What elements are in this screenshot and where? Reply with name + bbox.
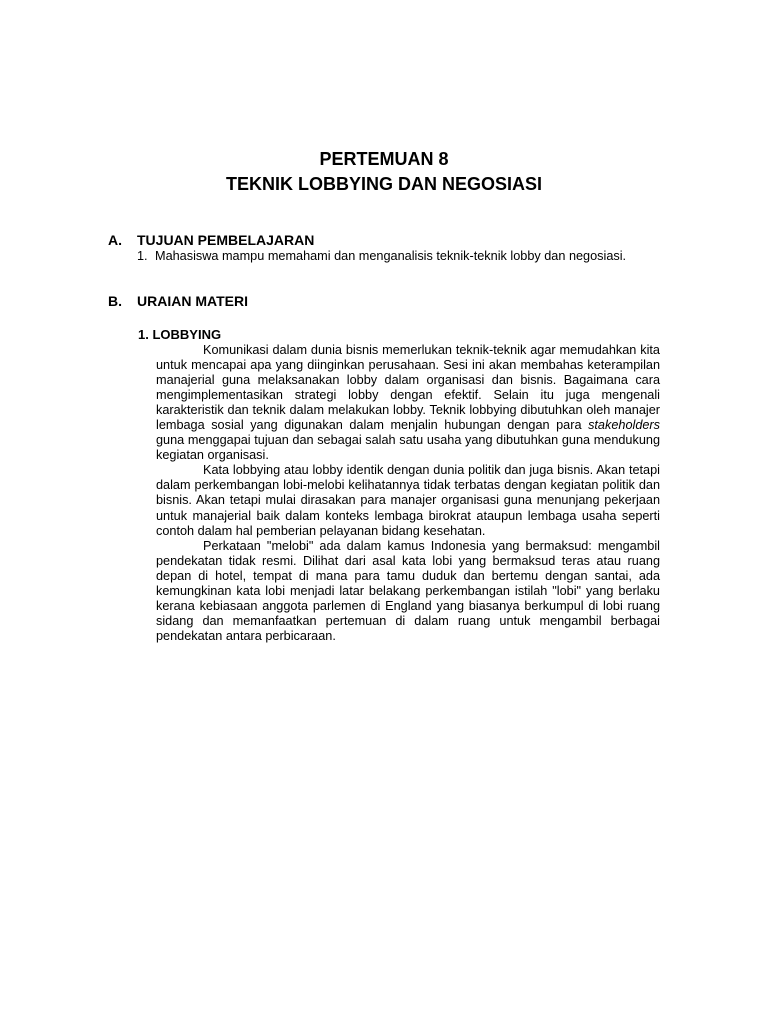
paragraph-1-part2: guna menggapai tujuan dan sebagai salah satu usaha yang dibutuhkan guna mendukung kegiatan organisasi. [156, 433, 660, 463]
paragraph-3: Perkataan "melobi" ada dalam kamus Indonesia yang bermaksud: mengambil pendekatan tidak resmi. Dilihat dari asal kata lobi yang bermaksud teras atau ruang depan di hotel, tempat di mana para tamu duduk dan bertemu dengan santai, ada kemungkinan kata lobi menjadi latar belakang perkembangan istilah "lobi" yang berlaku kerana kebiasaan anggota parlemen di England yang biasanya berkumpul di lobi ruang sidang dan memanfaatkan pertemuan di dalam ruang untuk mengambil berbagai pendekatan antara perbicaraan. [156, 538, 660, 643]
section-a-heading [108, 232, 314, 249]
section-a-title: TUJUAN PEMBELAJARAN [137, 232, 315, 248]
objective-list-item [137, 249, 660, 264]
section-a-letter: A. [108, 232, 122, 248]
page-title-line1: PERTEMUAN 8 [319, 149, 449, 169]
section-b-title: URAIAN MATERI [137, 293, 248, 309]
paragraph-2: Kata lobbying atau lobby identik dengan dunia politik dan juga bisnis. Akan tetapi dalam perkembangan lobi-melobi kelihatannya tidak terbatas dengan kegiatan politik dan bisnis. Akan tetapi mulai dirasakan para manajer organisasi guna menunjang pekerjaan untuk manajerial baik dalam konteks lembaga birokrat ataupun lembaga usaha seperti contoh dalam hal pemberian pelayanan bidang kesehatan. [156, 463, 660, 538]
paragraph-1-emphasis: stakeholders [588, 418, 660, 433]
lobbying-body [156, 343, 660, 644]
subsection-lobbying-heading: 1. LOBBYING [138, 327, 222, 342]
section-b-letter: B. [108, 293, 122, 309]
objective-number: 1. [137, 249, 148, 263]
page-title-line2: TEKNIK LOBBYING DAN NEGOSIASI [225, 174, 543, 194]
objective-text: Mahasiswa mampu memahami dan menganalisis teknik-teknik lobby dan negosiasi. [155, 249, 627, 263]
section-b-heading [108, 293, 248, 310]
paragraph-1 [156, 343, 660, 463]
paragraph-1-part1: Komunikasi dalam dunia bisnis memerlukan teknik-teknik agar memudahkan kita untuk mencapai apa yang diinginkan perusahaan. Sesi ini akan membahas keterampilan manajerial guna melaksanakan lobby dalam organisasi dan bisnis. Bagaimana cara mengimplementasikan strategi lobby dengan efektif. Selain itu juga mengenali karakteristik dan teknik dalam melakukan lobby. Teknik lobbying dibutuhkan oleh manajer lembaga sosial yang digunakan dalam menjalin hubungan dengan para [156, 343, 660, 433]
